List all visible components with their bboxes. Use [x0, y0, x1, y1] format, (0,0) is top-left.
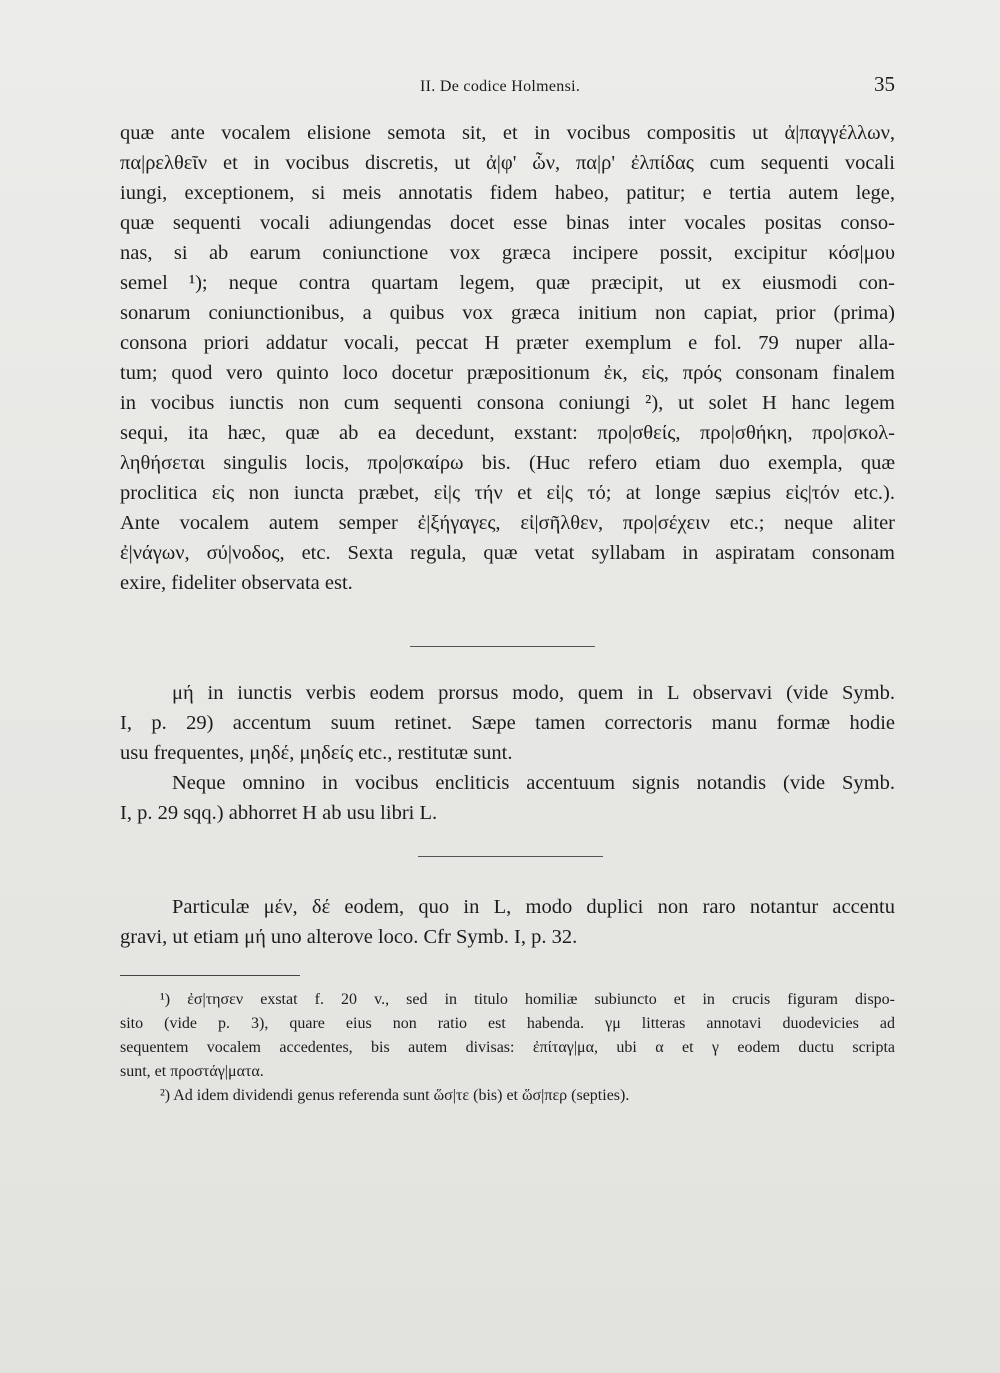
footnote-line: ¹) ἐσ|τησεν exstat f. 20 v., sed in titulo homiliæ subiuncto et in crucis figuram dispo-: [160, 991, 895, 1008]
footnotes: [120, 988, 895, 1108]
text-line: I, p. 29) accentum suum retinet. Sæpe tamen correctoris manu formæ hodie: [120, 712, 895, 734]
text-line: semel ¹); neque contra quartam legem, quæ præcipit, ut ex eiusmodi con-: [120, 272, 895, 294]
paragraph-mi-accent: [120, 678, 895, 828]
text-line: Particulæ μέν, δέ eodem, quo in L, modo duplici non raro notantur accentu: [172, 896, 895, 918]
page-header: [120, 72, 895, 102]
text-line: ἐ|νάγων, σύ|νοδος, etc. Sexta regula, quæ vetat syllabam in aspiratam consonam: [120, 542, 895, 564]
section-divider: [410, 646, 595, 647]
text-line: Ante vocalem autem semper ἐ|ξήγαγες, εἰ|σῆλθεν, προ|σέχειν etc.; neque aliter: [120, 512, 895, 534]
text-line: Neque omnino in vocibus encliticis accentuum signis notandis (vide Symb.: [172, 772, 895, 794]
text-line: tum; quod vero quinto loco docetur præpositionum ἐκ, εἰς, πρός consonam finalem: [120, 362, 895, 384]
text-line: nas, si ab earum coniunctione vox græca incipere possit, excipitur κόσ|μου: [120, 242, 895, 264]
text-line: consona priori addatur vocali, peccat H præter exemplum e fol. 79 nuper alla-: [120, 332, 895, 354]
text-line: proclitica εἰς non iuncta præbet, εἰ|ς τήν et εἰ|ς τό; at longe sæpius εἰς|τόν etc.).: [120, 482, 895, 504]
footnote-line: sunt, et προστάγ|ματα.: [120, 1063, 264, 1080]
running-head: II. De codice Holmensi.: [420, 78, 581, 95]
footnote-rule: [120, 975, 300, 976]
text-line: gravi, ut etiam μή uno alterove loco. Cfr Symb. I, p. 32.: [120, 926, 578, 948]
text-line: in vocibus iunctis non cum sequenti consona coniungi ²), ut solet H hanc legem: [120, 392, 895, 414]
text-line: iungi, exceptionem, si meis annotatis fidem habeo, patitur; e tertia autem lege,: [120, 182, 895, 204]
text-line: quæ sequenti vocali adiungendas docet esse binas inter vocales positas conso-: [120, 212, 895, 234]
text-line: quæ ante vocalem elisione semota sit, et in vocibus compositis ut ἀ|παγγέλλων,: [120, 122, 895, 144]
text-line: ληθήσεται singulis locis, προ|σκαίρω bis. (Huc refero etiam duo exempla, quæ: [120, 452, 895, 474]
text-line: sequi, ita hæc, quæ ab ea decedunt, exstant: προ|σθείς, προ|σθήκη, προ|σκολ-: [120, 422, 895, 444]
text-line: μή in iunctis verbis eodem prorsus modo, quem in L observavi (vide Symb.: [172, 682, 895, 704]
text-line: sonarum coniunctionibus, a quibus vox græca initium non capiat, prior (prima): [120, 302, 895, 324]
text-line: usu frequentes, μηδέ, μηδείς etc., restitutæ sunt.: [120, 742, 513, 764]
footnote-line: sequentem vocalem accedentes, bis autem divisas: ἐπίταγ|μα, ubi α et γ eodem ductu scripta: [120, 1039, 895, 1056]
text-line: πα|ρελθεῖν et in vocibus discretis, ut ἀ|φ' ὧν, πα|ρ' ἐλπίδας cum sequenti vocali: [120, 152, 895, 174]
page-number: 35: [874, 72, 895, 96]
text-line: I, p. 29 sqq.) abhorret H ab usu libri L.: [120, 802, 438, 824]
paragraph-particles: [120, 892, 895, 952]
paragraph-main: [120, 118, 895, 598]
footnote-line: ²) Ad idem dividendi genus referenda sunt ὥσ|τε (bis) et ὥσ|περ (septies).: [160, 1087, 630, 1104]
footnote-line: sito (vide p. 3), quare eius non ratio est habenda. γμ litteras annotavi duodevicies ad: [120, 1015, 895, 1032]
text-line: exire, fideliter observata est.: [120, 572, 353, 594]
section-divider: [418, 856, 603, 857]
